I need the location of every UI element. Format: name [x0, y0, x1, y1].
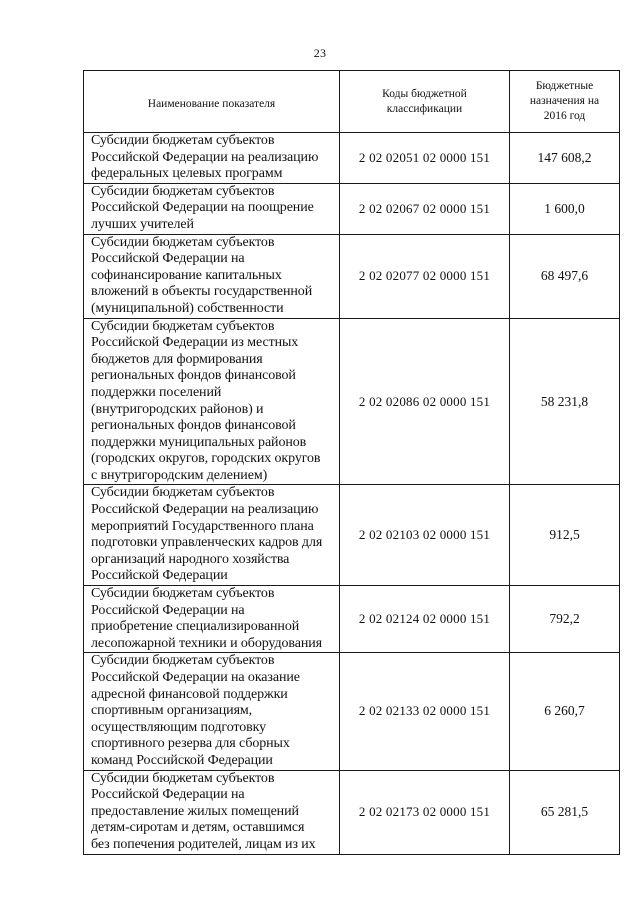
- indicator-name-line: Субсидии бюджетам субъектов: [91, 653, 275, 669]
- indicator-name-line: региональных фондов финансовой: [91, 368, 296, 384]
- indicator-name-cell: [84, 485, 340, 586]
- indicator-name-line: Субсидии бюджетам субъектов: [91, 133, 275, 148]
- indicator-name-line: Субсидии бюджетам субъектов: [91, 234, 275, 250]
- budget-amount-cell: 6 260,7: [510, 653, 620, 770]
- indicator-name-cell: [84, 183, 340, 234]
- header-line: Наименование показателя: [147, 98, 276, 110]
- indicator-name-line: адресной финансовой поддержки: [91, 686, 288, 702]
- indicator-name-line: поддержки муниципальных районов: [91, 434, 307, 450]
- indicator-name-line: Субсидии бюджетам субъектов: [91, 586, 275, 602]
- table-row: [84, 234, 620, 318]
- indicator-name-cell: [84, 586, 340, 653]
- indicator-name-cell: [84, 133, 340, 184]
- indicator-name-line: Субсидии бюджетам субъектов: [91, 318, 275, 334]
- indicator-name-cell: [84, 318, 340, 485]
- header-indicator-name: [84, 71, 340, 133]
- indicator-name-line: Российской Федерации на реализацию: [91, 149, 319, 165]
- indicator-name-line: мероприятий Государственного плана: [91, 518, 314, 534]
- indicator-name-line: Российской Федерации на оказание: [91, 670, 300, 685]
- header-line: Коды бюджетной: [382, 87, 467, 100]
- indicator-name-line: Российской Федерации на поощрение: [91, 200, 314, 216]
- indicator-name-line: (городских округов, городских округов: [91, 451, 321, 467]
- indicator-name-line: (муниципальной) собственности: [91, 300, 284, 316]
- indicator-name-line: без попечения родителей, лицам из их: [91, 836, 316, 852]
- indicator-name-cell: [84, 653, 340, 770]
- indicator-name-line: лесопожарной техники и оборудования: [91, 635, 322, 651]
- indicator-name-line: (внутригородских районов) и: [91, 401, 264, 417]
- indicator-name-line: спортивным организациям,: [91, 703, 253, 719]
- budget-amount-cell: 147 608,2: [510, 133, 620, 184]
- header-budget-amount: [510, 71, 620, 133]
- indicator-name-line: Российской Федерации на: [91, 602, 245, 618]
- budget-amount-cell: 1 600,0: [510, 183, 620, 234]
- indicator-name-cell: [84, 234, 340, 318]
- indicator-name-line: приобретение специализированной: [91, 619, 300, 635]
- budget-code-cell: 2 02 02077 02 0000 151: [340, 234, 510, 318]
- table-header-row: [84, 71, 620, 133]
- header-line: классификации: [386, 102, 463, 115]
- budget-amount-cell: 68 497,6: [510, 234, 620, 318]
- indicator-name-line: федеральных целевых программ: [91, 166, 283, 182]
- indicator-name-line: вложений в объекты государственной: [91, 284, 313, 300]
- indicator-name-line: бюджетов для формирования: [91, 351, 263, 367]
- table-row: [84, 133, 620, 184]
- table-row: [84, 318, 620, 485]
- indicator-name-line: софинансирование капитальных: [91, 267, 282, 283]
- indicator-name-line: Российской Федерации на реализацию: [91, 502, 319, 518]
- budget-table: [83, 70, 620, 855]
- table-row: [84, 586, 620, 653]
- budget-amount-cell: 58 231,8: [510, 318, 620, 485]
- budget-code-cell: 2 02 02086 02 0000 151: [340, 318, 510, 485]
- indicator-name-line: спортивного резерва для сборных: [91, 736, 290, 752]
- indicator-name-line: команд Российской Федерации: [91, 752, 273, 768]
- page-number: 23: [313, 46, 327, 60]
- indicator-name-line: Субсидии бюджетам субъектов: [91, 770, 275, 786]
- table-row: [84, 770, 620, 854]
- header-budget-code: [340, 71, 510, 133]
- budget-amount-cell: 792,2: [510, 586, 620, 653]
- indicator-name-line: Российской Федерации: [91, 568, 228, 584]
- indicator-name-line: лучших учителей: [91, 216, 194, 232]
- indicator-name-line: осуществляющим подготовку: [91, 719, 267, 735]
- table-row: [84, 653, 620, 770]
- indicator-name-line: детям-сиротам и детям, оставшимся: [91, 820, 305, 836]
- indicator-name-line: с внутригородским делением): [91, 467, 268, 483]
- table-row: [84, 485, 620, 586]
- budget-amount-cell: 65 281,5: [510, 770, 620, 854]
- indicator-name-line: организаций народного хозяйства: [91, 551, 290, 567]
- header-line: Бюджетные: [535, 80, 594, 92]
- header-line: 2016 год: [543, 110, 586, 122]
- header-line: назначения на: [529, 95, 600, 107]
- table-row: [84, 183, 620, 234]
- budget-code-cell: 2 02 02103 02 0000 151: [340, 485, 510, 586]
- indicator-name-line: региональных фондов финансовой: [91, 418, 296, 434]
- indicator-name-line: поддержки поселений: [91, 384, 222, 400]
- indicator-name-line: Российской Федерации из местных: [91, 335, 299, 351]
- indicator-name-line: предоставление жилых помещений: [91, 803, 299, 819]
- indicator-name-line: подготовки управленческих кадров для: [91, 535, 323, 551]
- indicator-name-line: Российской Федерации на: [91, 251, 245, 267]
- budget-code-cell: 2 02 02133 02 0000 151: [340, 653, 510, 770]
- indicator-name-line: Субсидии бюджетам субъектов: [91, 485, 275, 501]
- budget-code-cell: 2 02 02067 02 0000 151: [340, 183, 510, 234]
- budget-code-cell: 2 02 02173 02 0000 151: [340, 770, 510, 854]
- table-body: [84, 133, 620, 855]
- budget-amount-cell: 912,5: [510, 485, 620, 586]
- budget-code-cell: 2 02 02124 02 0000 151: [340, 586, 510, 653]
- budget-code-cell: 2 02 02051 02 0000 151: [340, 133, 510, 184]
- indicator-name-line: Субсидии бюджетам субъектов: [91, 183, 275, 199]
- indicator-name-line: Российской Федерации на: [91, 787, 245, 803]
- indicator-name-cell: [84, 770, 340, 854]
